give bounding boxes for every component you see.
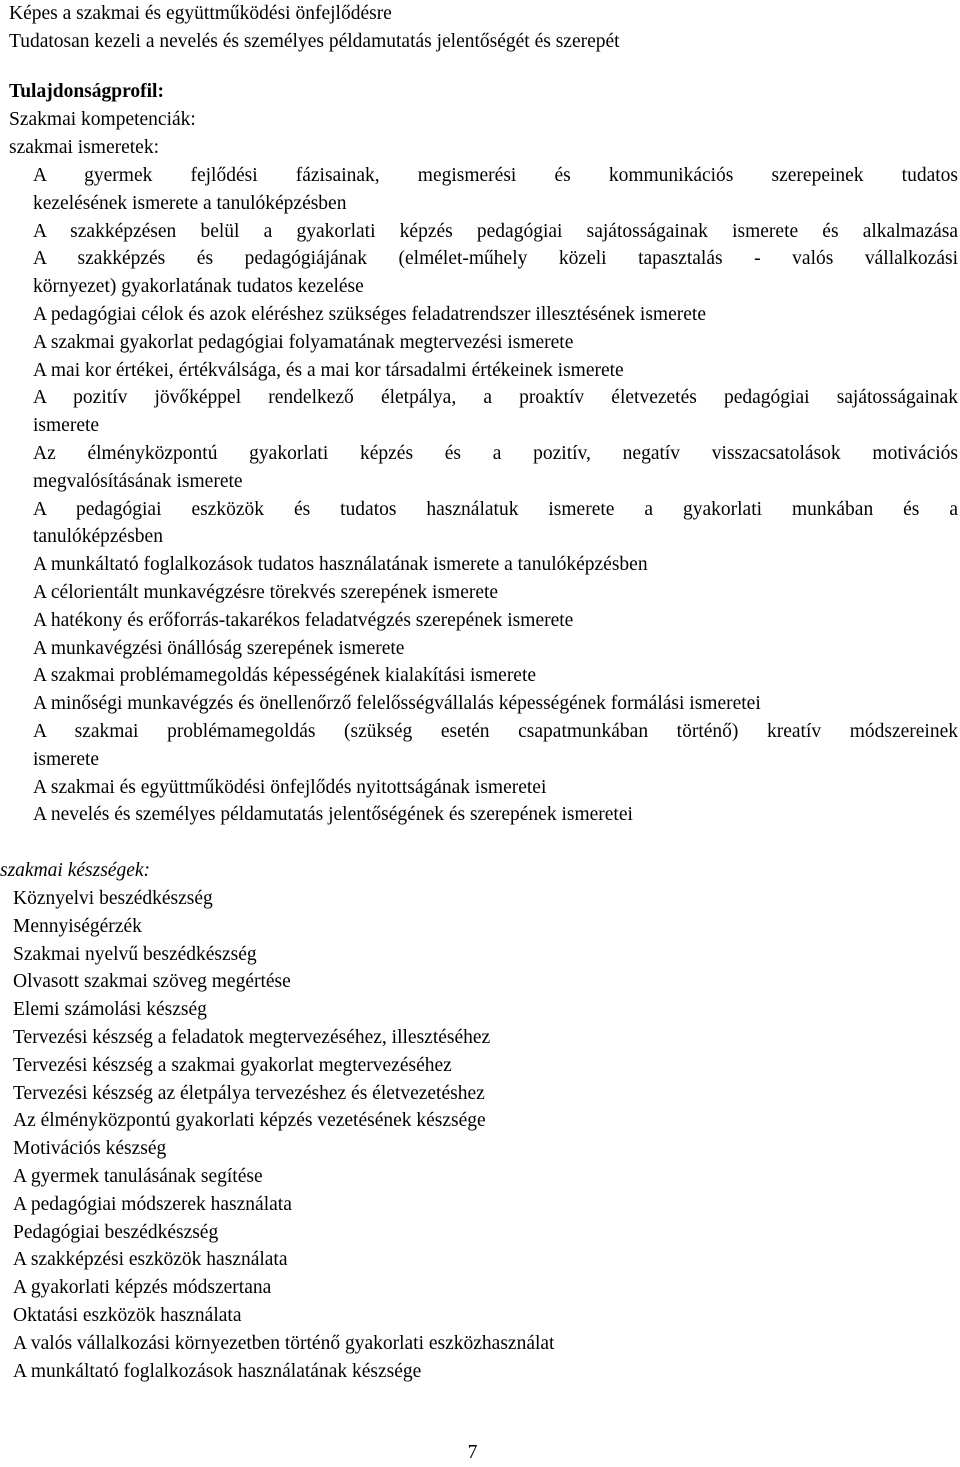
list-item: A pedagógiai módszerek használata	[13, 1193, 292, 1215]
intro-line: Tudatosan kezeli a nevelés és személyes példamutatás jelentőségét és szerepét	[9, 30, 620, 52]
section-heading: Tulajdonságprofil:	[9, 81, 164, 102]
list-item: A hatékony és erőforrás-takarékos feladatvégzés szerepének ismerete	[33, 609, 574, 631]
list-item: kezelésének ismerete a tanulóképzésben	[33, 192, 347, 214]
knowledge-list	[33, 162, 958, 829]
list-item: ismerete	[33, 415, 100, 437]
list-item: A munkavégzési önállóság szerepének ismerete	[33, 637, 405, 659]
knowledge-label: szakmai ismeretek:	[9, 137, 159, 158]
list-item: A szakmai és együttműködési önfejlődés nyitottságának ismeretei	[33, 776, 547, 798]
list-item: Elemi számolási készség	[13, 999, 207, 1021]
list-item: Tervezési készség a szakmai gyakorlat megtervezéséhez	[13, 1054, 452, 1076]
list-item: Oktatási eszközök használata	[13, 1304, 242, 1326]
list-item: környezet) gyakorlatának tudatos kezelése	[33, 276, 364, 298]
list-item: A gyermek tanulásának segítése	[13, 1165, 263, 1187]
list-item: A szakmai problémamegoldás képességének kialakítási ismerete	[33, 665, 537, 687]
skills-list	[13, 885, 913, 1385]
list-item: A pozitív jövőképpel rendelkező életpálya, a proaktív életvezetés pedagógiai sajátosságainak	[33, 387, 958, 409]
list-item: Tervezési készség az életpálya tervezéshez és életvezetéshez	[13, 1082, 485, 1104]
list-item: Köznyelvi beszédkészség	[13, 888, 213, 909]
list-item: A gyermek fejlődési fázisainak, megismerési és kommunikációs szerepeinek tudatos	[33, 165, 958, 186]
list-item: Olvasott szakmai szöveg megértése	[13, 971, 291, 993]
list-item: A nevelés és személyes példamutatás jelentőségének és szerepének ismeretei	[33, 804, 633, 826]
list-item: Az élményközpontú gyakorlati képzés és a pozitív, negatív visszacsatolások motivációs	[33, 442, 958, 464]
list-item: A szakképzés és pedagógiájának (elmélet-műhely közeli tapasztalás - valós vállalkozási	[33, 248, 958, 270]
list-item: A munkáltató foglalkozások tudatos használatának ismerete a tanulóképzésben	[33, 554, 648, 576]
list-item: Mennyiségérzék	[13, 915, 142, 937]
list-item: A munkáltató foglalkozások használatának készsége	[13, 1360, 422, 1382]
list-item: A valós vállalkozási környezetben történő gyakorlati eszközhasználat	[13, 1332, 555, 1354]
intro-line: Képes a szakmai és együttműködési önfejlődésre	[9, 3, 392, 24]
list-item: A minőségi munkavégzés és önellenőrző felelősségvállalás képességének formálási ismeretei	[33, 693, 761, 715]
list-item: A pedagógiai eszközök és tudatos használatuk ismerete a gyakorlati munkában és a	[33, 498, 958, 520]
list-item: Motivációs készség	[13, 1138, 167, 1160]
list-item: A mai kor értékei, értékválsága, és a mai kor társadalmi értékeinek ismerete	[33, 359, 624, 381]
list-item: A szakképzésen belül a gyakorlati képzés pedagógiai sajátosságainak ismerete és alkalmazása	[33, 220, 958, 242]
list-item: A szakmai problémamegoldás (szükség esetén csapatmunkában történő) kreatív módszereinek	[33, 720, 958, 742]
list-item: Az élményközpontú gyakorlati képzés vezetésének készsége	[13, 1110, 486, 1132]
list-item: Szakmai nyelvű beszédkészség	[13, 943, 257, 965]
page-number: 7	[467, 1442, 478, 1463]
list-item: A célorientált munkavégzésre törekvés szerepének ismerete	[33, 581, 499, 603]
intro-lines	[9, 0, 949, 56]
list-item: A gyakorlati képzés módszertana	[13, 1277, 272, 1299]
list-item: megvalósításának ismerete	[33, 470, 243, 492]
list-item: A pedagógiai célok és azok eléréshez szükséges feladatrendszer illesztésének ismerete	[33, 303, 706, 325]
list-item: A szakképzési eszközök használata	[13, 1249, 288, 1271]
list-item: A szakmai gyakorlat pedagógiai folyamatának megtervezési ismerete	[33, 331, 574, 353]
list-item: Pedagógiai beszédkészség	[13, 1221, 219, 1243]
list-item: ismerete	[33, 748, 100, 770]
skills-label: szakmai készségek:	[0, 860, 150, 881]
list-item: Tervezési készség a feladatok megtervezéséhez, illesztéséhez	[13, 1026, 491, 1048]
subsection-label: Szakmai kompetenciák:	[9, 109, 196, 130]
list-item: tanulóképzésben	[33, 526, 163, 548]
